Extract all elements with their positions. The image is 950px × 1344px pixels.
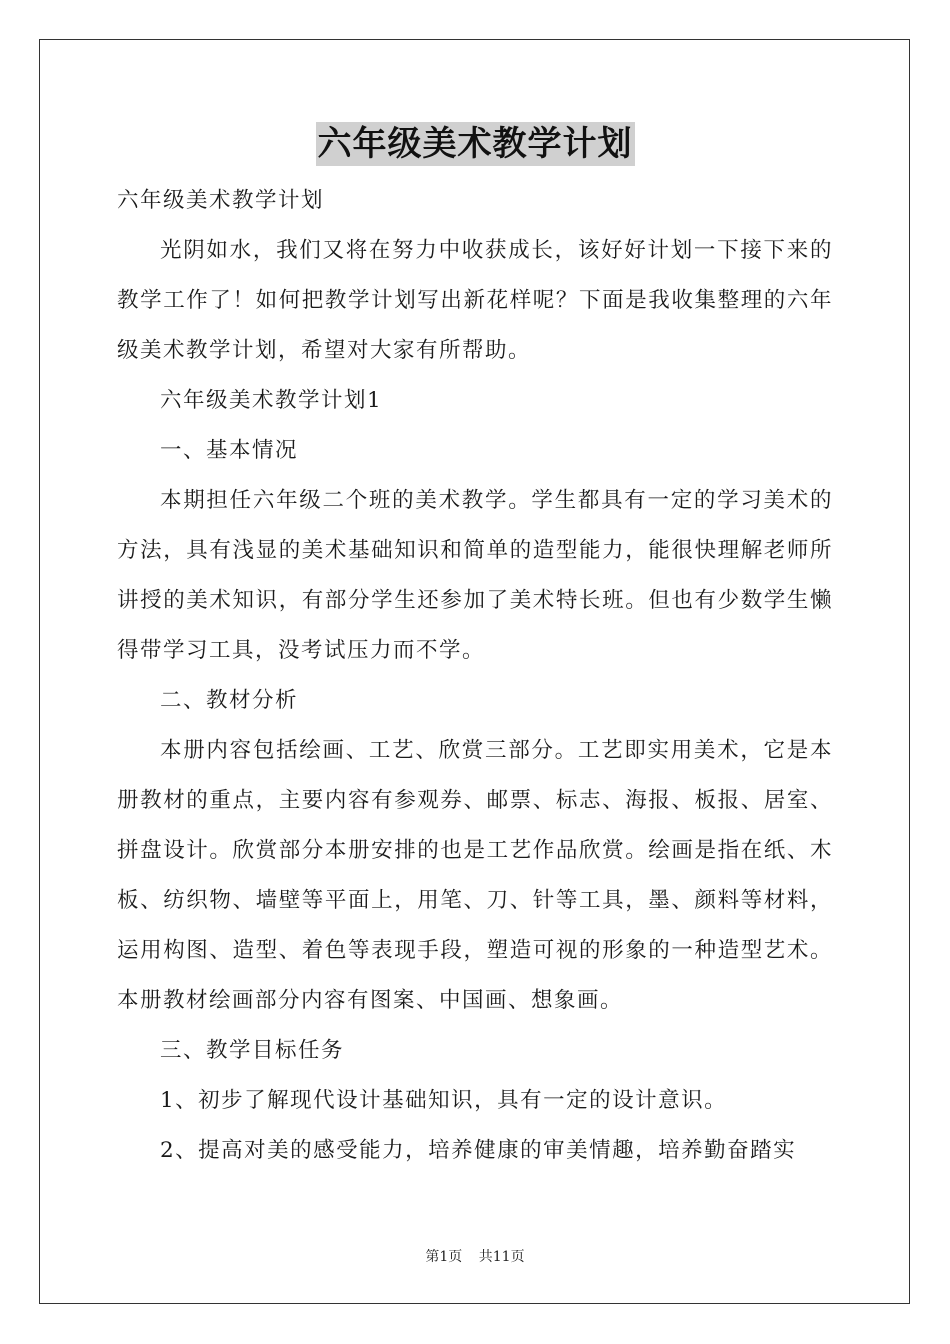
paragraph-basic-situation: 本期担任六年级二个班的美术教学。学生都具有一定的学习美术的方法，具有浅显的美术基础知识和简单的造型能力，能很快理解老师所讲授的美术知识，有部分学生还参加了美术特长班。但也有少数学生懒得带学习工具，没考试压力而不学。 [117, 488, 833, 663]
goal-item-2: 2、提高对美的感受能力，培养健康的审美情趣，培养勤奋踏实 [160, 1138, 797, 1163]
page-total: 共11页 [478, 1249, 525, 1265]
section-heading-basic-situation: 一、基本情况 [160, 438, 299, 463]
paragraph-textbook-analysis: 本册内容包括绘画、工艺、欣赏三部分。工艺即实用美术，它是本册教材的重点，主要内容有参观券、邮票、标志、海报、板报、居室、拼盘设计。欣赏部分本册安排的也是工艺作品欣赏。绘画是指在纸、木板、纺织物、墙壁等平面上，用笔、刀、针等工具，墨、颜料等材料，运用构图、造型、着色等表现手段，塑造可视的形象的一种造型艺术。本册教材绘画部分内容有图案、中国画、想象画。 [117, 738, 833, 1013]
document-body [117, 176, 833, 1176]
section-heading-textbook-analysis: 二、教材分析 [160, 688, 299, 713]
title-container [0, 122, 950, 166]
page-footer [0, 1247, 950, 1267]
section-heading-plan-1: 六年级美术教学计划1 [160, 388, 383, 413]
section-heading-teaching-goals: 三、教学目标任务 [160, 1038, 345, 1063]
document-title: 六年级美术教学计划 [317, 124, 633, 164]
goal-item-1: 1、初步了解现代设计基础知识，具有一定的设计意识。 [160, 1088, 728, 1113]
page-number: 第1页 [425, 1249, 463, 1265]
document-subtitle: 六年级美术教学计划 [117, 188, 325, 213]
intro-paragraph: 光阴如水，我们又将在努力中收获成长，该好好计划一下接下来的教学工作了！如何把教学计划写出新花样呢？下面是我收集整理的六年级美术教学计划，希望对大家有所帮助。 [117, 238, 833, 363]
